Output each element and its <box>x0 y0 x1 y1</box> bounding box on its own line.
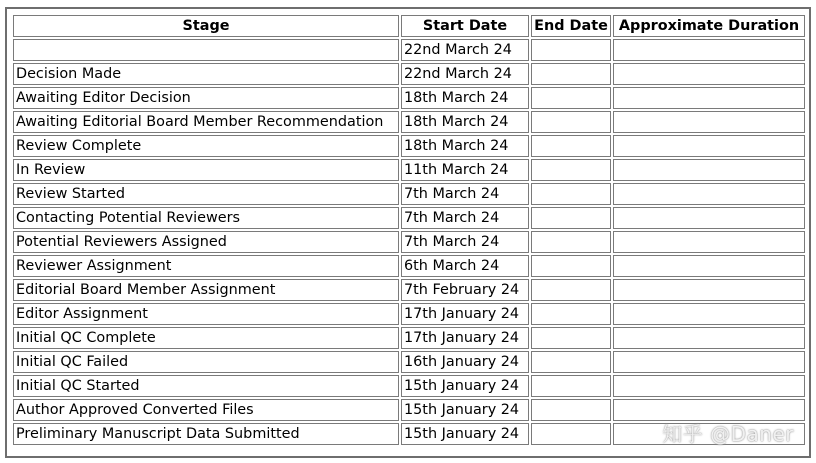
cell-stage: Initial QC Complete <box>13 327 399 349</box>
cell-end-date <box>531 255 611 277</box>
cell-start-date: 7th March 24 <box>401 183 529 205</box>
cell-duration <box>613 327 805 349</box>
table-row <box>13 207 805 229</box>
cell-start-date: 15th January 24 <box>401 375 529 397</box>
cell-stage: Decision Made <box>13 63 399 85</box>
table-row <box>13 279 805 301</box>
cell-start-date: 18th March 24 <box>401 87 529 109</box>
cell-start-date: 11th March 24 <box>401 159 529 181</box>
cell-duration <box>613 111 805 133</box>
table-body <box>13 39 805 445</box>
cell-duration <box>613 87 805 109</box>
cell-start-date: 16th January 24 <box>401 351 529 373</box>
cell-stage: Review Complete <box>13 135 399 157</box>
table-row <box>13 159 805 181</box>
table-row <box>13 351 805 373</box>
cell-duration <box>613 351 805 373</box>
header-start-date: Start Date <box>401 15 529 37</box>
cell-end-date <box>531 327 611 349</box>
cell-duration <box>613 303 805 325</box>
cell-stage: Potential Reviewers Assigned <box>13 231 399 253</box>
cell-start-date: 7th March 24 <box>401 207 529 229</box>
cell-end-date <box>531 39 611 61</box>
header-approximate-duration: Approximate Duration <box>613 15 805 37</box>
cell-end-date <box>531 183 611 205</box>
cell-duration <box>613 255 805 277</box>
cell-duration <box>613 375 805 397</box>
cell-duration <box>613 183 805 205</box>
cell-end-date <box>531 135 611 157</box>
cell-stage: In Review <box>13 159 399 181</box>
cell-stage: Initial QC Failed <box>13 351 399 373</box>
cell-stage: Editorial Board Member Assignment <box>13 279 399 301</box>
cell-end-date <box>531 399 611 421</box>
cell-start-date: 6th March 24 <box>401 255 529 277</box>
cell-end-date <box>531 303 611 325</box>
cell-end-date <box>531 423 611 445</box>
cell-stage: Author Approved Converted Files <box>13 399 399 421</box>
table-row <box>13 87 805 109</box>
cell-stage: Initial QC Started <box>13 375 399 397</box>
cell-start-date: 18th March 24 <box>401 135 529 157</box>
cell-start-date: 15th January 24 <box>401 399 529 421</box>
cell-stage: Awaiting Editorial Board Member Recommendation <box>13 111 399 133</box>
cell-end-date <box>531 111 611 133</box>
table-frame <box>5 7 811 458</box>
cell-stage: Awaiting Editor Decision <box>13 87 399 109</box>
cell-stage: Review Started <box>13 183 399 205</box>
cell-start-date: 17th January 24 <box>401 327 529 349</box>
cell-start-date: 7th March 24 <box>401 231 529 253</box>
manuscript-status-table <box>11 13 807 447</box>
table-row <box>13 231 805 253</box>
table-header-row <box>13 15 805 37</box>
table-row <box>13 63 805 85</box>
cell-duration <box>613 279 805 301</box>
cell-stage: Reviewer Assignment <box>13 255 399 277</box>
cell-end-date <box>531 87 611 109</box>
table-row <box>13 135 805 157</box>
cell-stage <box>13 39 399 61</box>
cell-start-date: 17th January 24 <box>401 303 529 325</box>
cell-end-date <box>531 351 611 373</box>
cell-start-date: 18th March 24 <box>401 111 529 133</box>
table-row <box>13 303 805 325</box>
cell-duration <box>613 135 805 157</box>
cell-duration <box>613 231 805 253</box>
cell-duration <box>613 39 805 61</box>
cell-stage: Contacting Potential Reviewers <box>13 207 399 229</box>
header-end-date: End Date <box>531 15 611 37</box>
watermark-text: 知乎 @Daner <box>662 422 794 446</box>
table-row <box>13 39 805 61</box>
cell-stage: Editor Assignment <box>13 303 399 325</box>
cell-start-date: 7th February 24 <box>401 279 529 301</box>
cell-end-date <box>531 279 611 301</box>
cell-start-date: 22nd March 24 <box>401 63 529 85</box>
cell-stage: Preliminary Manuscript Data Submitted <box>13 423 399 445</box>
header-stage: Stage <box>13 15 399 37</box>
cell-end-date <box>531 375 611 397</box>
table-row <box>13 183 805 205</box>
cell-end-date <box>531 63 611 85</box>
table-row <box>13 255 805 277</box>
cell-end-date <box>531 207 611 229</box>
table-row <box>13 375 805 397</box>
cell-duration <box>613 63 805 85</box>
cell-end-date <box>531 231 611 253</box>
cell-end-date <box>531 159 611 181</box>
cell-duration <box>613 159 805 181</box>
cell-duration <box>613 207 805 229</box>
cell-start-date: 15th January 24 <box>401 423 529 445</box>
cell-start-date: 22nd March 24 <box>401 39 529 61</box>
table-row <box>13 327 805 349</box>
table-row <box>13 111 805 133</box>
